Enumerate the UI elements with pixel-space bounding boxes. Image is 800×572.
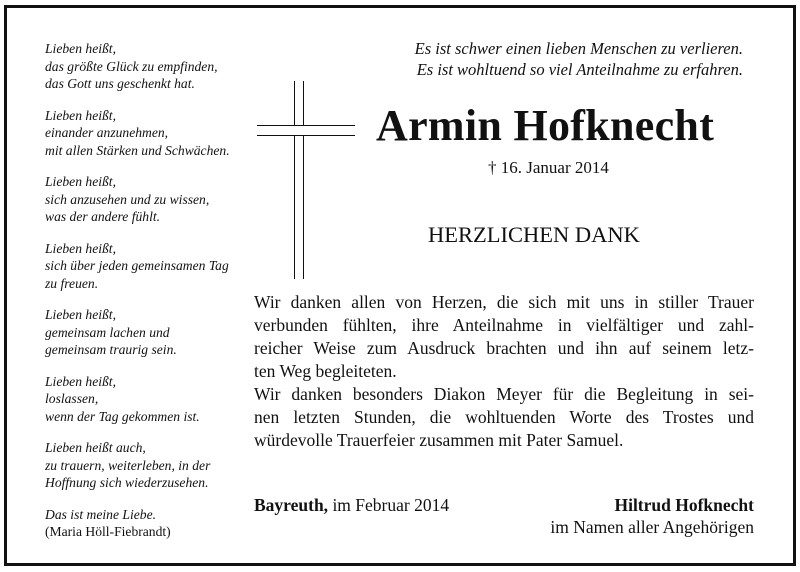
poem-line: Lieben heißt, [45,41,116,56]
signer-name: Hiltrud Hofknecht [614,495,754,515]
poem-line: Lieben heißt, [45,240,116,256]
cross-icon [294,81,304,279]
thanks-text-line: nen letzten Stunden, die wohltuenden Worte des Trostes und [254,407,754,427]
signer-note: im Namen aller Angehörigen [550,517,754,537]
poem-line: das größte Glück zu empfinden, [45,58,218,74]
poem-stanza [45,107,245,160]
poem-attribution: (Maria Höll-Fiebrandt) [45,524,171,539]
poem-line: zu trauern, weiterleben, in der [45,457,211,473]
thanks-text-line: würdevolle Trauerfeier zusammen mit Pater Samuel. [254,430,624,450]
thanks-text-line: Wir danken besonders Diakon Meyer für die Begleitung in sei- [254,384,754,404]
poem-stanza [45,173,245,226]
poem-line: gemeinsam traurig sein. [45,342,177,357]
thanks-text-line: Wir danken allen von Herzen, die sich mit uns in stiller Trauer [254,292,754,312]
poem-line: Lieben heißt, [45,373,116,389]
poem-stanza [45,439,245,492]
poem-stanza [45,240,245,293]
thanks-text [254,291,754,452]
signature-block [550,494,754,538]
poem-line: Lieben heißt, [45,307,116,322]
poem-closing-line: Das ist meine Liebe. [45,506,157,522]
poem-line: gemeinsam lachen und [45,324,170,340]
poem-line: einander anzunehmen, [45,125,169,140]
motto [415,38,743,80]
poem-line: Hoffnung sich wiederzusehen. [45,475,209,490]
poem-line: wenn der Tag gekommen ist. [45,408,200,424]
thanks-heading: HERZLICHEN DANK [428,222,640,247]
poem-line: sich über jeden gemeinsamen Tag [45,258,229,273]
motto-line: Es ist schwer einen lieben Menschen zu verlieren. [414,39,743,58]
poem-line: mit allen Stärken und Schwächen. [45,142,230,158]
poem-stanza [45,40,245,93]
poem-line: sich anzusehen und zu wissen, [45,191,210,207]
thanks-text-line: reicher Weise zum Ausdruck brachten und ihn auf seinem letz- [254,338,754,358]
place-date [254,494,449,516]
thanks-text-line: verbunden fühlten, ihre Anteilnahme in vielfältiger und zahl- [254,315,754,335]
motto-line: Es ist wohltuend so viel Anteilnahme zu erfahren. [416,60,743,79]
poem-line: zu freuen. [45,275,99,291]
poem-line: Lieben heißt, [45,107,116,123]
poem-line: das Gott uns geschenkt hat. [45,76,195,91]
poem-line: loslassen, [45,391,99,406]
poem [45,40,245,555]
cross-icon-bar [257,125,355,136]
death-date: † 16. Januar 2014 [488,158,609,177]
place-name: Bayreuth, [254,495,329,515]
poem-closing [45,506,245,541]
thanks-text-line: ten Weg begleiteten. [254,361,397,381]
poem-line: Lieben heißt, [45,174,116,189]
poem-line: Lieben heißt auch, [45,440,146,455]
deceased-name: Armin Hofknecht [376,101,715,150]
poem-line: was der andere fühlt. [45,209,161,224]
poem-stanza [45,306,245,359]
notice-date: im Februar 2014 [332,495,450,515]
poem-stanza [45,373,245,426]
